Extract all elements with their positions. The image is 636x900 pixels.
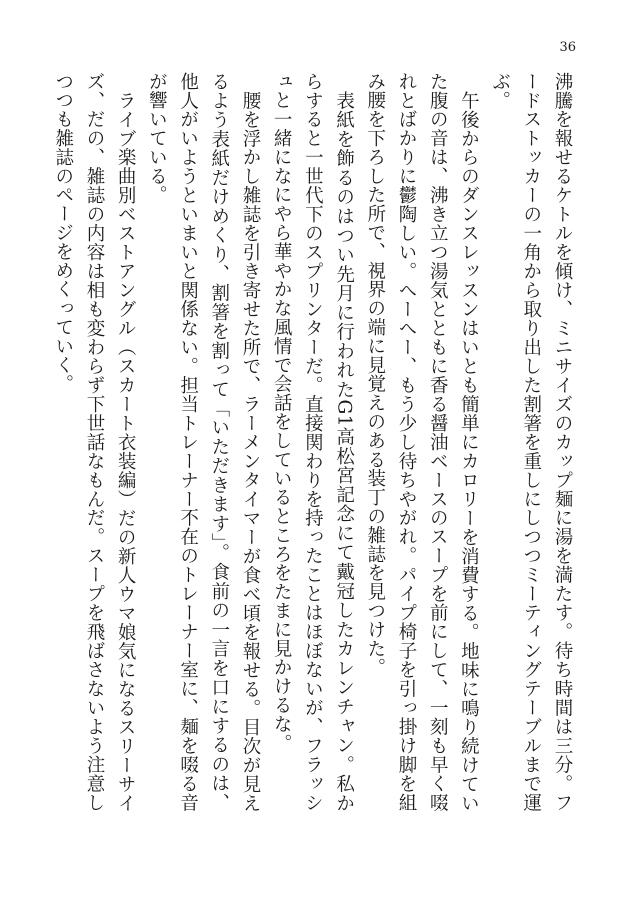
paragraph: 午後からのダンスレッスンはいとも簡単にカロリーを消費する。地味に鳴り続けていた腹の音は、沸き立つ湯気とともに香る醤油ベースのスープを前にして、一刻も早く啜れとばかりに鬱陶しい。へーへー、もう少し待ちやがれ。パイプ椅子を引っ掛け脚を組み腰を下ろした所で、視界の端に見覚えのある装丁の雑誌を見つけた。 [364, 72, 480, 812]
paragraph: 表紙を飾るのはつい先月に行われたG1高松宮記念にて戴冠したカレンチャン。私からすると一世代下のスプリンターだ。直接関わりを持ったことはほぼないが、フラッシュと一緒になにやら華やかな風情で会話をしているところをたまに見かけるな。 [271, 72, 355, 812]
body-text [48, 72, 578, 812]
paragraph: 腰を浮かし雑誌を引き寄せた所で、ラーメンタイマーが食べ頃を報せる。目次が見えるよう表紙だけめくり、割箸を割って「いただきます」。食前の一言を口にするのは、他人がいようといまいと関係ない。担当トレーナー不在のトレーナー室に、麺を啜る音が響いている。 [146, 72, 261, 812]
paragraph: ライブ楽曲別ベストアングル（スカート衣装編）だの新人ウマ娘気になるスリーサイズ、だの、雑誌の内容は相も変わらず下世話なもんだ。スープを飛ばさないよう注意しつつも雑誌のページをめくっていく。 [52, 72, 137, 812]
page-number: 36 [559, 40, 576, 55]
paragraph: 沸騰を報せるケトルを傾け、ミニサイズのカップ麺に湯を満たす。待ち時間は三分。フードストッカーの一角から取り出した割箸を重しにしつつミーティングテーブルまで運ぶ。 [489, 72, 573, 812]
